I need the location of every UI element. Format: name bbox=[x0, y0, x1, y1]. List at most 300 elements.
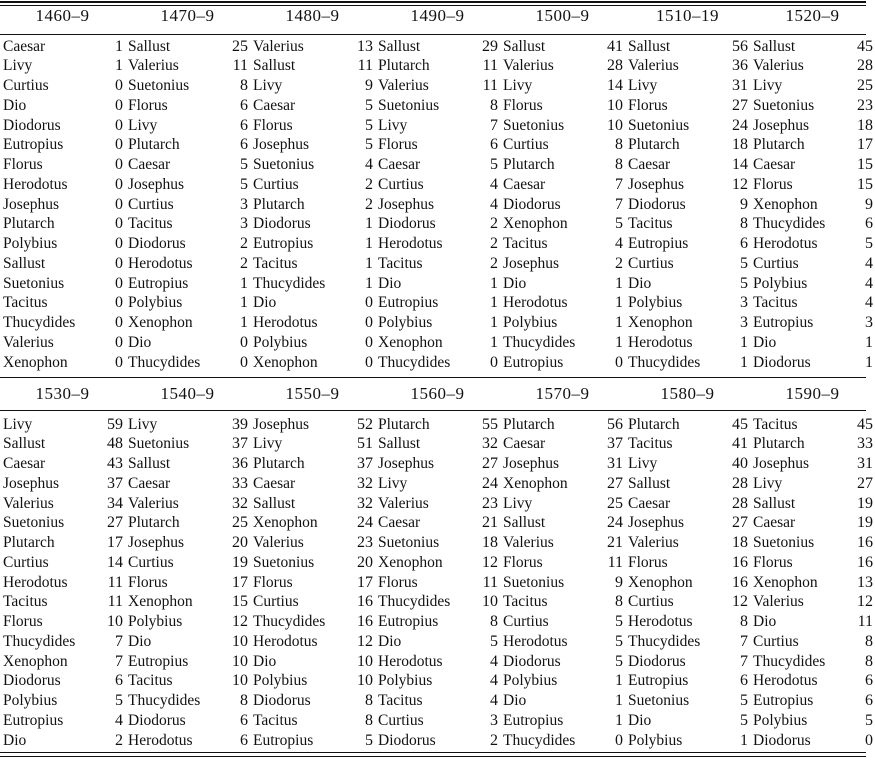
author-name: Josephus bbox=[753, 455, 809, 472]
table-row bbox=[253, 612, 373, 632]
author-name: Polybius bbox=[753, 274, 808, 292]
citation-count: 11 bbox=[107, 573, 123, 591]
table-row bbox=[378, 573, 498, 593]
citation-count: 0 bbox=[115, 294, 123, 312]
author-name: Polybius bbox=[378, 314, 433, 331]
citation-count: 28 bbox=[732, 474, 748, 492]
author-name: Polybius bbox=[3, 235, 58, 252]
citation-count: 23 bbox=[857, 96, 873, 114]
citation-count: 0 bbox=[490, 353, 498, 371]
citation-count: 31 bbox=[607, 455, 623, 472]
citation-count: 27 bbox=[857, 474, 873, 492]
citation-count: 5 bbox=[740, 692, 748, 709]
author-name: Curtius bbox=[253, 175, 299, 193]
citation-count: 6 bbox=[865, 692, 873, 709]
author-name: Livy bbox=[253, 435, 283, 453]
author-name: Herodotus bbox=[628, 333, 693, 351]
table-row bbox=[378, 652, 498, 672]
citation-count: 32 bbox=[357, 494, 373, 512]
table-row bbox=[503, 671, 623, 691]
table-row bbox=[3, 293, 123, 313]
table-row bbox=[628, 513, 748, 533]
citation-count: 10 bbox=[357, 672, 373, 690]
author-name: Valerius bbox=[253, 534, 304, 551]
table-row bbox=[253, 254, 373, 274]
period-header: 1570–9 bbox=[535, 384, 590, 403]
author-name: Josephus bbox=[378, 195, 434, 213]
citation-count: 3 bbox=[490, 711, 498, 729]
author-name: Xenophon bbox=[753, 195, 818, 213]
author-name: Polybius bbox=[253, 333, 308, 351]
table-row bbox=[253, 573, 373, 593]
author-name: Suetonius bbox=[503, 573, 565, 591]
table-row bbox=[253, 135, 373, 155]
citation-count: 11 bbox=[482, 57, 498, 75]
author-name: Florus bbox=[128, 96, 168, 114]
table-row bbox=[628, 691, 748, 711]
citation-count: 8 bbox=[740, 215, 748, 233]
period-column bbox=[125, 378, 250, 755]
author-name: Caesar bbox=[753, 514, 796, 532]
citation-count: 56 bbox=[607, 415, 623, 433]
table-row bbox=[378, 592, 498, 612]
citation-count: 25 bbox=[232, 514, 248, 532]
table-row bbox=[753, 711, 873, 731]
table-row bbox=[378, 731, 498, 751]
author-name: Xenophon bbox=[253, 353, 318, 371]
citation-count: 11 bbox=[857, 613, 873, 630]
table-row bbox=[3, 116, 123, 136]
author-name: Josephus bbox=[503, 254, 559, 272]
table-row bbox=[378, 553, 498, 573]
author-name: Suetonius bbox=[628, 116, 690, 134]
table-row bbox=[628, 592, 748, 612]
table-row bbox=[253, 632, 373, 652]
table-row bbox=[628, 293, 748, 313]
table-row bbox=[3, 155, 123, 175]
author-name: Tacitus bbox=[753, 415, 798, 433]
author-name: Suetonius bbox=[253, 156, 315, 173]
author-name: Caesar bbox=[128, 156, 171, 173]
author-name: Suetonius bbox=[3, 274, 65, 292]
author-name: Eutropius bbox=[253, 235, 314, 252]
table-row bbox=[503, 415, 623, 435]
author-name: Sallust bbox=[753, 37, 796, 55]
table-row bbox=[253, 96, 373, 116]
table-row bbox=[378, 353, 498, 373]
author-name: Sallust bbox=[378, 435, 421, 453]
citation-count: 10 bbox=[482, 593, 498, 611]
citation-count: 4 bbox=[490, 195, 498, 213]
citation-count: 7 bbox=[115, 652, 123, 670]
table-row bbox=[128, 37, 248, 57]
table-row bbox=[378, 612, 498, 632]
period-column bbox=[250, 378, 375, 755]
citation-count: 25 bbox=[607, 494, 623, 512]
citation-count: 10 bbox=[232, 652, 248, 670]
table-row bbox=[128, 434, 248, 454]
table-row bbox=[3, 711, 123, 731]
author-name: Diodorus bbox=[3, 672, 61, 690]
citation-count: 37 bbox=[357, 455, 373, 472]
citation-count: 0 bbox=[115, 254, 123, 272]
citation-count: 23 bbox=[482, 494, 498, 512]
author-name: Diodorus bbox=[753, 731, 811, 749]
citation-count: 4 bbox=[490, 175, 498, 193]
author-name: Herodotus bbox=[253, 314, 318, 331]
author-name: Plutarch bbox=[378, 57, 430, 75]
citation-count: 6 bbox=[240, 711, 248, 729]
citation-count: 9 bbox=[740, 195, 748, 213]
table-row bbox=[628, 254, 748, 274]
author-name: Sallust bbox=[628, 474, 671, 492]
citation-count: 10 bbox=[357, 652, 373, 670]
table-row bbox=[378, 632, 498, 652]
author-name: Thucydides bbox=[253, 613, 326, 630]
author-name: Thucydides bbox=[253, 274, 326, 292]
table-row bbox=[628, 76, 748, 96]
table-row bbox=[503, 474, 623, 494]
author-name: Eutropius bbox=[3, 136, 64, 154]
table-row bbox=[628, 434, 748, 454]
period-header: 1560–9 bbox=[410, 384, 465, 403]
author-name: Valerius bbox=[128, 57, 179, 75]
citation-count: 21 bbox=[607, 534, 623, 551]
citation-count: 24 bbox=[607, 514, 623, 532]
author-name: Polybius bbox=[128, 294, 183, 312]
citation-count: 17 bbox=[107, 534, 123, 551]
citation-count: 12 bbox=[232, 613, 248, 630]
author-name: Dio bbox=[253, 294, 277, 312]
period-column bbox=[500, 0, 625, 377]
citation-count: 17 bbox=[232, 573, 248, 591]
author-name: Livy bbox=[3, 415, 33, 433]
citation-count: 6 bbox=[740, 672, 748, 690]
citation-count: 4 bbox=[490, 672, 498, 690]
citation-count: 8 bbox=[240, 77, 248, 94]
author-name: Herodotus bbox=[253, 632, 318, 650]
author-name: Herodotus bbox=[503, 632, 568, 650]
table-row bbox=[628, 313, 748, 333]
citation-count: 59 bbox=[107, 415, 123, 433]
citation-count: 1 bbox=[615, 314, 623, 331]
citation-count: 16 bbox=[357, 593, 373, 611]
table-row bbox=[3, 553, 123, 573]
author-name: Tacitus bbox=[378, 254, 423, 272]
author-name: Suetonius bbox=[128, 77, 190, 94]
table-row bbox=[3, 254, 123, 274]
table-row bbox=[3, 434, 123, 454]
table-row bbox=[253, 454, 373, 474]
author-name: Livy bbox=[753, 474, 783, 492]
citation-count: 18 bbox=[482, 534, 498, 551]
author-name: Livy bbox=[628, 455, 658, 472]
citation-count: 4 bbox=[615, 235, 623, 252]
table-row bbox=[128, 533, 248, 553]
table-row bbox=[253, 116, 373, 136]
citation-count: 28 bbox=[857, 57, 873, 75]
citation-count: 34 bbox=[107, 494, 123, 512]
author-name: Diodorus bbox=[503, 652, 561, 670]
citation-count: 1 bbox=[365, 274, 373, 292]
table-row bbox=[753, 454, 873, 474]
author-name: Curtius bbox=[503, 613, 549, 630]
table-row bbox=[503, 37, 623, 57]
table-row bbox=[628, 731, 748, 751]
citation-count: 32 bbox=[357, 474, 373, 492]
author-name: Valerius bbox=[3, 333, 54, 351]
citation-count: 2 bbox=[490, 235, 498, 252]
citation-count: 7 bbox=[740, 632, 748, 650]
author-name: Herodotus bbox=[753, 235, 818, 252]
table-row bbox=[253, 533, 373, 553]
citation-count: 2 bbox=[365, 175, 373, 193]
author-name: Sallust bbox=[503, 37, 546, 55]
author-name: Sallust bbox=[253, 57, 296, 75]
table-row bbox=[753, 494, 873, 514]
author-name: Polybius bbox=[628, 731, 683, 749]
table-row bbox=[753, 214, 873, 234]
author-name: Herodotus bbox=[503, 294, 568, 312]
citation-count: 17 bbox=[357, 573, 373, 591]
author-name: Josephus bbox=[253, 136, 309, 154]
author-name: Eutropius bbox=[378, 294, 439, 312]
table-row bbox=[753, 76, 873, 96]
table-row bbox=[378, 711, 498, 731]
author-name: Sallust bbox=[753, 494, 796, 512]
citation-count: 2 bbox=[240, 235, 248, 252]
table-row bbox=[253, 195, 373, 215]
table-row bbox=[378, 195, 498, 215]
citation-count: 36 bbox=[232, 455, 248, 472]
citation-count: 9 bbox=[615, 573, 623, 591]
table-row bbox=[503, 313, 623, 333]
table-row bbox=[128, 254, 248, 274]
table-row bbox=[378, 671, 498, 691]
citation-count: 3 bbox=[865, 314, 873, 331]
author-name: Xenophon bbox=[128, 593, 193, 611]
citation-count: 0 bbox=[115, 136, 123, 154]
author-name: Livy bbox=[503, 494, 533, 512]
author-name: Curtius bbox=[753, 632, 799, 650]
author-name: Thucydides bbox=[3, 632, 76, 650]
table-row bbox=[3, 214, 123, 234]
author-name: Xenophon bbox=[628, 314, 693, 331]
citation-count: 3 bbox=[240, 215, 248, 233]
citation-count: 51 bbox=[357, 435, 373, 453]
author-name: Eutropius bbox=[503, 711, 564, 729]
citation-count: 31 bbox=[732, 77, 748, 94]
period-column bbox=[250, 0, 375, 377]
author-name: Florus bbox=[253, 573, 293, 591]
table-row bbox=[378, 96, 498, 116]
table-row bbox=[503, 155, 623, 175]
author-name: Sallust bbox=[128, 455, 171, 472]
author-name: Plutarch bbox=[378, 415, 430, 433]
table-row bbox=[128, 175, 248, 195]
citation-count: 5 bbox=[490, 156, 498, 173]
author-name: Thucydides bbox=[3, 314, 76, 331]
table-row bbox=[628, 494, 748, 514]
author-name: Tacitus bbox=[128, 672, 173, 690]
author-name: Eutropius bbox=[753, 314, 814, 331]
author-name: Valerius bbox=[628, 57, 679, 75]
author-name: Valerius bbox=[378, 494, 429, 512]
citation-count: 12 bbox=[857, 593, 873, 611]
author-name: Curtius bbox=[378, 711, 424, 729]
table-row bbox=[128, 612, 248, 632]
author-name: Tacitus bbox=[628, 435, 673, 453]
table-row bbox=[628, 135, 748, 155]
citation-count: 8 bbox=[865, 632, 873, 650]
table-row bbox=[128, 415, 248, 435]
author-name: Tacitus bbox=[503, 235, 548, 252]
table-row bbox=[128, 573, 248, 593]
citation-count: 0 bbox=[115, 77, 123, 94]
table-row bbox=[3, 135, 123, 155]
table-row bbox=[128, 234, 248, 254]
citation-count: 11 bbox=[232, 57, 248, 75]
table-block-1460-1529 bbox=[0, 0, 873, 377]
table-row bbox=[753, 155, 873, 175]
citation-count: 5 bbox=[865, 711, 873, 729]
table-row bbox=[628, 573, 748, 593]
table-row bbox=[503, 434, 623, 454]
table-row bbox=[253, 711, 373, 731]
table-row bbox=[378, 454, 498, 474]
author-name: Plutarch bbox=[503, 156, 555, 173]
author-name: Sallust bbox=[378, 37, 421, 55]
table-row bbox=[3, 353, 123, 373]
citation-count: 31 bbox=[857, 455, 873, 472]
citation-count: 8 bbox=[615, 593, 623, 611]
citation-count: 2 bbox=[490, 254, 498, 272]
table-row bbox=[628, 632, 748, 652]
table-row bbox=[3, 415, 123, 435]
citation-count: 1 bbox=[740, 353, 748, 371]
table-row bbox=[753, 175, 873, 195]
author-name: Dio bbox=[253, 652, 277, 670]
table-row bbox=[378, 155, 498, 175]
table-row bbox=[503, 116, 623, 136]
citation-count: 19 bbox=[857, 494, 873, 512]
table-row bbox=[628, 56, 748, 76]
citation-count: 1 bbox=[490, 274, 498, 292]
author-name: Eutropius bbox=[628, 672, 689, 690]
table-row bbox=[753, 652, 873, 672]
citation-count: 5 bbox=[740, 254, 748, 272]
citation-count: 13 bbox=[857, 573, 873, 591]
citation-count: 27 bbox=[732, 96, 748, 114]
author-name: Dio bbox=[753, 333, 777, 351]
author-name: Plutarch bbox=[753, 435, 805, 453]
table-row bbox=[753, 116, 873, 136]
author-name: Livy bbox=[128, 116, 158, 134]
table-row bbox=[3, 76, 123, 96]
citation-count: 8 bbox=[865, 652, 873, 670]
table-row bbox=[753, 96, 873, 116]
author-name: Valerius bbox=[753, 57, 804, 75]
table-row bbox=[753, 632, 873, 652]
author-name: Livy bbox=[253, 77, 283, 94]
citation-count: 1 bbox=[740, 731, 748, 749]
author-name: Sallust bbox=[503, 514, 546, 532]
citation-count: 17 bbox=[857, 136, 873, 154]
citation-count: 1 bbox=[615, 294, 623, 312]
table-row bbox=[503, 195, 623, 215]
citation-count: 10 bbox=[607, 96, 623, 114]
table-row bbox=[3, 592, 123, 612]
citation-count: 5 bbox=[865, 235, 873, 252]
author-name: Livy bbox=[128, 415, 158, 433]
citation-count: 3 bbox=[240, 195, 248, 213]
table-row bbox=[503, 214, 623, 234]
citation-count: 0 bbox=[115, 195, 123, 213]
author-name: Livy bbox=[628, 77, 658, 94]
table-row bbox=[503, 731, 623, 751]
table-row bbox=[503, 711, 623, 731]
period-column bbox=[625, 378, 750, 755]
author-name: Valerius bbox=[503, 534, 554, 551]
author-name: Livy bbox=[378, 116, 408, 134]
citation-count: 1 bbox=[240, 294, 248, 312]
table-row bbox=[753, 474, 873, 494]
table-row bbox=[628, 454, 748, 474]
period-column bbox=[0, 378, 125, 755]
author-name: Valerius bbox=[378, 77, 429, 94]
table-row bbox=[753, 691, 873, 711]
author-name: Plutarch bbox=[3, 534, 55, 551]
author-name: Polybius bbox=[503, 314, 558, 331]
author-name: Thucydides bbox=[628, 353, 701, 371]
author-name: Herodotus bbox=[378, 652, 443, 670]
citation-count: 6 bbox=[115, 672, 123, 690]
citation-count: 6 bbox=[240, 136, 248, 154]
period-column bbox=[375, 0, 500, 377]
citation-count: 1 bbox=[615, 333, 623, 351]
author-name: Diodorus bbox=[378, 731, 436, 749]
author-name: Josephus bbox=[3, 195, 59, 213]
citation-count: 1 bbox=[865, 353, 873, 371]
author-name: Josephus bbox=[503, 455, 559, 472]
citation-count: 6 bbox=[865, 215, 873, 233]
citation-count: 0 bbox=[240, 333, 248, 351]
author-name: Caesar bbox=[128, 474, 171, 492]
citation-count: 0 bbox=[365, 353, 373, 371]
author-name: Valerius bbox=[3, 494, 54, 512]
author-name: Florus bbox=[753, 553, 793, 571]
author-name: Herodotus bbox=[753, 672, 818, 690]
author-name: Polybius bbox=[753, 711, 808, 729]
author-name: Diodorus bbox=[128, 711, 186, 729]
author-name: Plutarch bbox=[128, 514, 180, 532]
citation-count: 33 bbox=[857, 435, 873, 453]
table-row bbox=[3, 474, 123, 494]
author-name: Plutarch bbox=[253, 195, 305, 213]
period-header: 1500–9 bbox=[535, 6, 590, 25]
author-name: Sallust bbox=[628, 37, 671, 55]
citation-count: 9 bbox=[365, 77, 373, 94]
author-name: Suetonius bbox=[753, 534, 815, 551]
table-row bbox=[253, 234, 373, 254]
author-name: Plutarch bbox=[503, 415, 555, 433]
table-row bbox=[753, 592, 873, 612]
table-row bbox=[253, 155, 373, 175]
author-name: Eutropius bbox=[128, 652, 189, 670]
citation-count: 1 bbox=[365, 235, 373, 252]
citation-count: 33 bbox=[232, 474, 248, 492]
author-name: Herodotus bbox=[128, 254, 193, 272]
